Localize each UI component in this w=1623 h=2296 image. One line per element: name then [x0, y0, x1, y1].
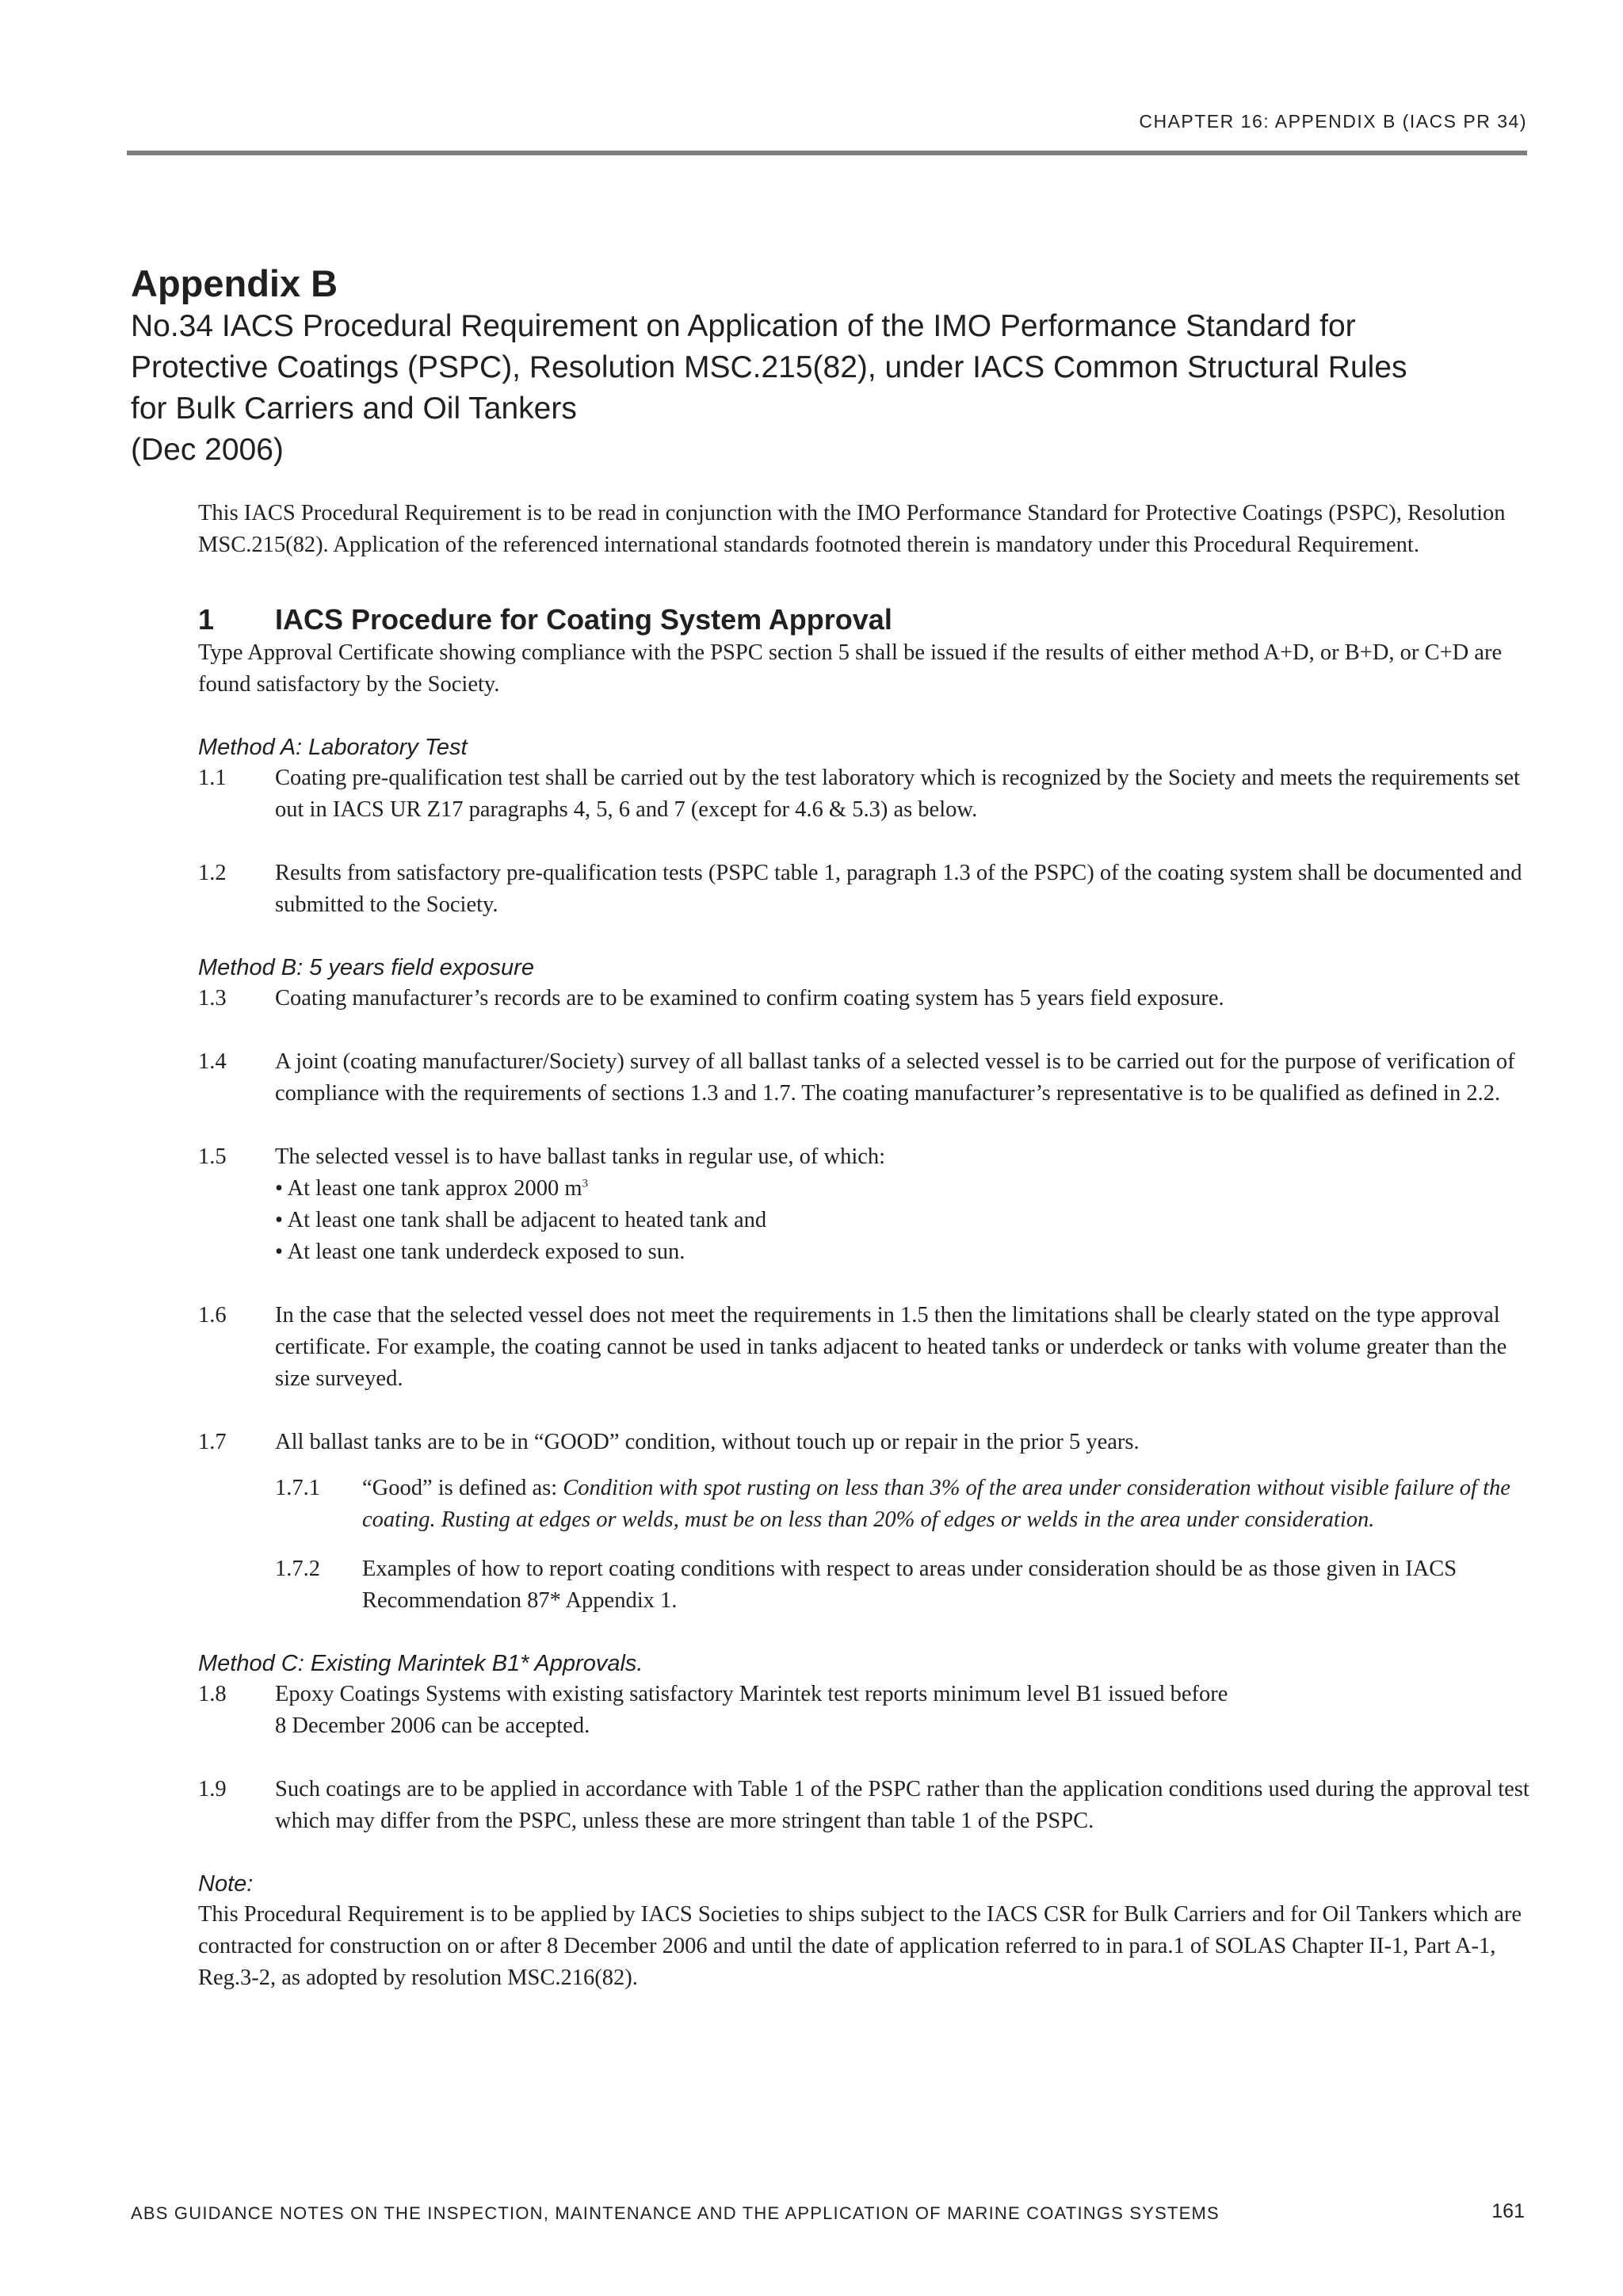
- item-number: 1.8: [198, 1682, 227, 1706]
- document-body: [198, 498, 1529, 1994]
- item-1-4: [198, 1046, 1529, 1110]
- section-1-text: Type Approval Certificate showing compliance with the PSPC section 5 shall be issued if the results of either method A+D, or B+D, or C+D are found satisfactory by the Society.: [198, 640, 1503, 697]
- item-text: Examples of how to report coating conditions with respect to areas under consideration should be as those given in IACS Recommendation 87* Appendix 1.: [362, 1557, 1457, 1613]
- item-1-8: [198, 1679, 1529, 1742]
- item-text: All ballast tanks are to be in “GOOD” condition, without touch up or repair in the prior 5 years.: [275, 1430, 1140, 1454]
- section-1-heading: [198, 602, 1529, 637]
- item-1-2: [198, 858, 1529, 921]
- item-1-7-1: [275, 1473, 1529, 1536]
- method-b-heading: Method B: 5 years field exposure: [198, 955, 534, 980]
- item-text-block: [362, 1473, 1529, 1536]
- page-number: 161: [1491, 2200, 1525, 2222]
- item-number: 1.3: [198, 986, 227, 1010]
- item-1-7: [198, 1427, 1529, 1458]
- header-rule: [127, 151, 1527, 155]
- item-number: 1.5: [198, 1144, 227, 1169]
- item-1-3: [198, 983, 1529, 1014]
- item-1-5: [198, 1141, 1529, 1268]
- bullet-list: [275, 1173, 1529, 1268]
- note-heading: Note:: [198, 1871, 254, 1897]
- item-text: Coating manufacturer’s records are to be examined to confirm coating system has 5 years field exposure.: [275, 986, 1224, 1010]
- item-number: 1.9: [198, 1777, 227, 1801]
- item-text: The selected vessel is to have ballast tanks in regular use, of which:: [275, 1144, 886, 1169]
- item-number: 1.7.2: [275, 1557, 320, 1581]
- bullet-item: • At least one tank shall be adjacent to heated tank and: [275, 1208, 767, 1232]
- item-number: 1.4: [198, 1049, 227, 1074]
- subtitle-line-2: Protective Coatings (PSPC), Resolution MSC.215(82), under IACS Common Structural Rules: [131, 350, 1407, 384]
- section-number: 1: [198, 603, 215, 636]
- item-text-block: [275, 1679, 1529, 1742]
- item-text: In the case that the selected vessel does not meet the requirements in 1.5 then the limitations shall be clearly stated on the type approval certificate. For example, the coating cannot be used in tanks adjacent to heated tanks or underdeck or tanks with volume greater than the size surveyed.: [275, 1303, 1507, 1391]
- item-text: Results from satisfactory pre-qualification tests (PSPC table 1, paragraph 1.3 of the PSPC) of the coating system shall be documented and submitted to the Society.: [275, 861, 1522, 917]
- item-text-block: [275, 1141, 1529, 1268]
- intro-paragraph: This IACS Procedural Requirement is to be read in conjunction with the IMO Performance Standard for Protective Coatings (PSPC), Resolution MSC.215(82). Application of the referenced international standards footnoted therein is mandatory under this Procedural Requirement.: [198, 501, 1506, 557]
- subtitle-line-3: for Bulk Carriers and Oil Tankers: [131, 392, 577, 426]
- item-text-line-2: 8 December 2006 can be accepted.: [275, 1713, 590, 1738]
- method-a-heading: Method A: Laboratory Test: [198, 735, 468, 760]
- subtitle-date: (Dec 2006): [131, 433, 284, 467]
- bullet-item: • At least one tank underdeck exposed to sun.: [275, 1240, 685, 1264]
- footer-title: ABS GUIDANCE NOTES ON THE INSPECTION, MAINTENANCE AND THE APPLICATION OF MARINE COATINGS SYSTEMS: [131, 2203, 1220, 2223]
- item-number: 1.1: [198, 766, 227, 790]
- item-number: 1.7.1: [275, 1476, 320, 1500]
- item-text: A joint (coating manufacturer/Society) survey of all ballast tanks of a selected vessel is to be carried out for the purpose of verification of compliance with the requirements of sections 1.3 and 1.7. The coating manufacturer’s representative is to be qualified as defined in 2.2.: [275, 1049, 1515, 1106]
- title-block: [131, 262, 1541, 471]
- method-c-heading: Method C: Existing Marintek B1* Approvals.: [198, 1651, 643, 1676]
- note-text: This Procedural Requirement is to be applied by IACS Societies to ships subject to the IACS CSR for Bulk Carriers and for Oil Tankers which are contracted for construction on or after 8 December 2006 and until the date of application referred to in para.1 of SOLAS Chapter II-1, Part A-1, Reg.3-2, as adopted by resolution MSC.216(82).: [198, 1902, 1522, 1990]
- subtitle-line-1: No.34 IACS Procedural Requirement on Application of the IMO Performance Standard for: [131, 309, 1356, 343]
- item-number: 1.7: [198, 1430, 227, 1454]
- definition-lead: “Good” is defined as:: [362, 1476, 563, 1500]
- item-1-6: [198, 1300, 1529, 1395]
- appendix-title: Appendix B: [131, 262, 338, 304]
- item-1-9: [198, 1774, 1529, 1837]
- definition-text: Condition with spot rusting on less than 3% of the area under consideration without visible failure of the coating. Rusting at edges or welds, must be on less than 20% of edges or welds in the area under consideration.: [362, 1476, 1510, 1532]
- item-text: Coating pre-qualification test shall be carried out by the test laboratory which is recognized by the Society and meets the requirements set out in IACS UR Z17 paragraphs 4, 5, 6 and 7 (except for 4.6 & 5.3) as below.: [275, 766, 1520, 822]
- item-text-line-1: Epoxy Coatings Systems with existing satisfactory Marintek test reports minimum level B1 issued before: [275, 1682, 1228, 1706]
- item-text: Such coatings are to be applied in accordance with Table 1 of the PSPC rather than the application conditions used during the approval test which may differ from the PSPC, unless these are more stringent than table 1 of the PSPC.: [275, 1777, 1529, 1833]
- section-title: IACS Procedure for Coating System Approval: [275, 603, 892, 636]
- bullet-item: • At least one tank approx 2000 $m^3$: [275, 1176, 589, 1201]
- item-1-7-2: [275, 1553, 1529, 1617]
- running-head: CHAPTER 16: APPENDIX B (IACS PR 34): [1139, 111, 1527, 132]
- item-number: 1.6: [198, 1303, 227, 1328]
- item-number: 1.2: [198, 861, 227, 885]
- item-1-1: [198, 762, 1529, 826]
- superscript: 3: [582, 1177, 589, 1190]
